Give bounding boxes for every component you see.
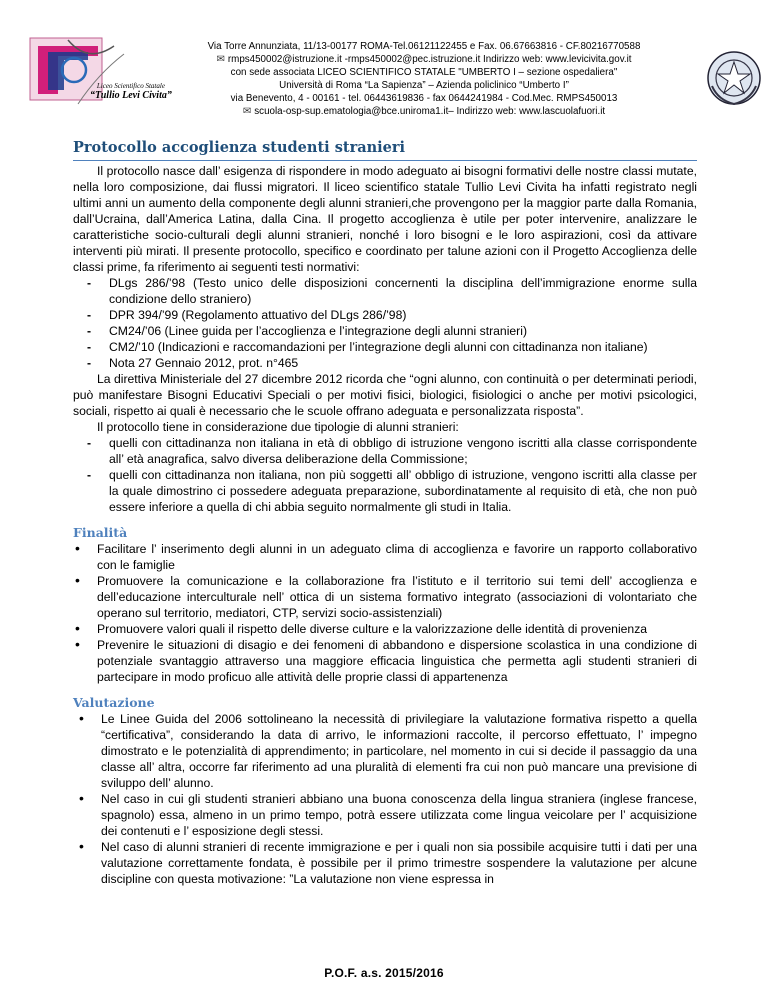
- envelope-icon: ✉: [216, 54, 225, 65]
- list-item: - quelli con cittadinanza non italiana, non più soggetti all’ obbligo di istruzione, vengono iscritti alla classe per la quale dimostrino ci possedere adeguata preparazione, subordinatamente al requisito di età, che non può essere inferiore a quella di chi abbia seguito normalmente gli studi in Italia.: [85, 467, 697, 515]
- section-title-valutazione: Valutazione: [73, 695, 155, 710]
- list-item: - DLgs 286/’98 (Testo unico delle disposizioni concernenti la disciplina dell’immigrazione enorme sulla condizione dello straniero): [85, 275, 697, 307]
- list-item: • Promuovere la comunicazione e la collaborazione fra l’istituto e il territorio sui temi dell’ accoglienza e dell’educazione interculturale nell’ ottica di un sistema formativo integrato (associazioni di volontariato che operano sul territorio, mediatori, CTP, servizi socio-assistenziali): [73, 573, 697, 621]
- document-title: Protocollo accoglienza studenti stranieri: [73, 139, 697, 161]
- header-line: Via Torre Annunziata, 11/13-00177 ROMA-Tel.06121122455 e Fax. 06.67663816 - CF.80216770588: [207, 41, 641, 52]
- valutazione-list: [73, 711, 697, 887]
- header-line: con sede associata LICEO SCIENTIFICO STATALE "UMBERTO I – sezione ospedaliera": [230, 67, 618, 78]
- list-item: • Prevenire le situazioni di disagio e dei fenomeni di abbandono e dispersione scolastica in una condizione di potenziale svantaggio attraverso una maggiore efficacia linguistica che permetta agli studenti stranieri di partecipare in modo proficuo alle attività delle proprie classi di appartenenza: [73, 637, 697, 685]
- republic-emblem: [704, 48, 764, 108]
- logo-caption-line-2: “Tullio Levi Civita”: [90, 90, 172, 101]
- list-item: • Nel caso in cui gli studenti stranieri abbiano una buona conoscenza della lingua straniera (inglese francese, spagnolo) essa, almeno in un primo tempo, potrà essere utilizzata come lingua veicolare per l’ acquisizione dei contenuti e l’ esposizione degli stessi.: [77, 791, 697, 839]
- header-line: via Benevento, 4 - 00161 - tel. 06443619836 - fax 0644241984 - Cod.Mec. RMPS450013: [230, 93, 618, 104]
- list-item: - DPR 394/’99 (Regolamento attuativo del DLgs 286/’98): [85, 307, 697, 323]
- typologies-list: [73, 435, 697, 515]
- list-item: • Le Linee Guida del 2006 sottolineano la necessità di privilegiare la valutazione formativa rispetto a quella “certificativa”, considerando la data di arrivo, le informazioni raccolte, il percorso effettuato, l’ impegno dimostrato e le potenzialità di apprendimento; in particolare, nel momento in cui si decide il passaggio da una classe all’ altra, occorre far riferimento ad una pluralità di elementi fra cui non può mancare una previsione di sviluppo dell’ alunno.: [77, 711, 697, 791]
- envelope-icon: ✉: [242, 106, 252, 117]
- list-item: - CM2/’10 (Indicazioni e raccomandazioni per l’integrazione degli alunni con cittadinanza non italiane): [85, 339, 697, 355]
- list-item: • Nel caso di alunni stranieri di recente immigrazione e per i quali non sia possibile acquisire tutti i dati per una valutazione correttamente fondata, è possibile per il primo trimestre sospendere la valutazione per alcune discipline con questa motivazione: ”La valutazione non viene espressa in: [77, 839, 697, 887]
- norms-list: [73, 275, 697, 371]
- page-footer: P.O.F. a.s. 2015/2016: [324, 966, 444, 980]
- list-item: - Nota 27 Gennaio 2012, prot. n°465: [85, 355, 697, 371]
- logo-caption-line-1: Liceo Scientifico Statale: [96, 82, 165, 90]
- header-line: Università di Roma “La Sapienza” – Azienda policlinico “Umberto I”: [279, 80, 569, 91]
- intro-paragraph: Il protocollo nasce dall’ esigenza di rispondere in modo adeguato ai bisogni formativi delle nostre classi mutate, nella loro composizione, dai flussi migratori. Il liceo scientifico statale Tullio Levi Civita ha infatti registrato negli ultimi anni un aumento della componente degli alunni stranieri,che provengono per la maggior parte dalla Romania, dall’Ucraina, dall’America Latina, dalla Cina. Il progetto accoglienza è utile per poter intervenire, analizzare le caratteristiche socio-culturali degli alunni stranieri, nonché i loro bisogni e le loro aspirazioni, così da attivare interventi più mirati. Il presente protocollo, specifico e coordinato per talune azioni con il Progetto Accoglienza delle classi prime, fa riferimento ai seguenti testi normativi:: [73, 164, 697, 274]
- typologies-intro: Il protocollo tiene in considerazione due tipologie di alunni stranieri:: [97, 420, 459, 434]
- header-line-email: ✉ scuola-osp-sup.ematologia@bce.uniroma1.it– Indirizzo web: www.lascuolafuori.it: [242, 106, 606, 117]
- school-logo: [28, 34, 158, 114]
- main-content: [73, 139, 697, 887]
- logo-caption: [90, 82, 172, 101]
- finalita-list: [73, 541, 697, 685]
- list-item: • Facilitare l’ inserimento degli alunni in un adeguato clima di accoglienza e favorire un rapporto collaborativo con le famiglie: [73, 541, 697, 573]
- header-line-email: ✉ rmps450002@istruzione.it -rmps450002@pec.istruzione.it Indirizzo web: www.levicivita.gov.it: [216, 54, 632, 65]
- section-title-finalita: Finalità: [73, 525, 128, 540]
- letterhead: [28, 30, 740, 117]
- letterhead-text: [164, 40, 684, 118]
- list-item: • Promuovere valori quali il rispetto delle diverse culture e la valorizzazione delle identità di provenienza: [73, 621, 697, 637]
- list-item: - CM24/’06 (Linee guida per l’accoglienza e l’integrazione degli alunni stranieri): [85, 323, 697, 339]
- list-item: - quelli con cittadinanza non italiana in età di obbligo di istruzione vengono iscritti alla classe corrispondente all’ età anagrafica, salvo diversa deliberazione della Commissione;: [85, 435, 697, 467]
- directive-paragraph: La direttiva Ministeriale del 27 dicembre 2012 ricorda che “ogni alunno, con continuità o per determinati periodi, può manifestare Bisogni Educativi Speciali o per motivi fisici, biologici, fisiologici o anche per motivi psicologici, sociali, rispetto ai quali è necessario che le scuole offrano adeguata e personalizzata risposta”.: [73, 372, 697, 418]
